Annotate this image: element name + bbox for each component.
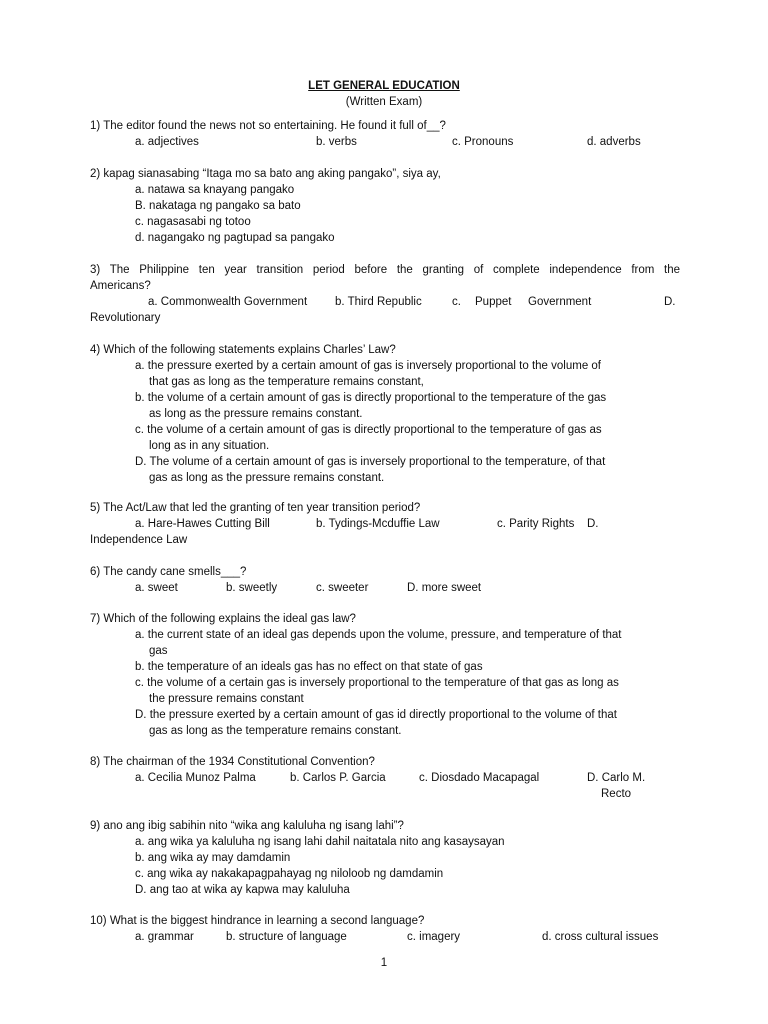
q7-option-a-cont: gas	[149, 645, 168, 657]
q4-option-a-cont: that gas as long as the temperature remains constant,	[149, 376, 424, 388]
q7-option-a: a. the current state of an ideal gas depends upon the volume, pressure, and temperature of that	[135, 629, 622, 641]
q2-option-b: B. nakataga ng pangako sa bato	[135, 200, 301, 212]
q5-option-d: D.	[587, 518, 599, 530]
q4-option-c: c. the volume of a certain amount of gas is directly proportional to the temperature of gas as	[135, 424, 602, 436]
q9-option-c: c. ang wika ay nakakapagpahayag ng niloloob ng damdamin	[135, 868, 444, 880]
question-10: 10) What is the biggest hindrance in learning a second language?	[90, 915, 425, 927]
q1-option-c: c. Pronouns	[452, 136, 514, 148]
q7-option-d-cont: gas as long as the temperature remains constant.	[149, 725, 402, 737]
question-4: 4) Which of the following statements explains Charles’ Law?	[90, 344, 396, 356]
q3-option-b: b. Third Republic	[335, 296, 422, 308]
q10-option-d: d. cross cultural issues	[542, 931, 659, 943]
q1-option-a: a. adjectives	[135, 136, 199, 148]
q4-option-a: a. the pressure exerted by a certain amount of gas is inversely proportional to the volume of	[135, 360, 602, 372]
q5-option-b: b. Tydings-Mcduffie Law	[316, 518, 440, 530]
q2-option-c: c. nagasasabi ng totoo	[135, 216, 251, 228]
q3-option-c-word2: Government	[528, 296, 592, 308]
q4-option-d-cont: gas as long as the pressure remains constant.	[149, 472, 385, 484]
q3-option-c: c.	[452, 296, 461, 308]
q8-option-b: b. Carlos P. Garcia	[290, 772, 386, 784]
question-3-cont: Americans?	[90, 280, 151, 292]
q4-options	[135, 358, 680, 486]
q8-option-c: c. Diosdado Macapagal	[419, 772, 540, 784]
q6-option-c: c. sweeter	[316, 582, 369, 594]
q6-option-d: D. more sweet	[407, 582, 482, 594]
question-5: 5) The Act/Law that led the granting of ten year transition period?	[90, 502, 421, 514]
q7-option-d: D. the pressure exerted by a certain amount of gas id directly proportional to the volume of that	[135, 709, 617, 721]
q9-option-a: a. ang wika ya kaluluha ng isang lahi dahil naitatala nito ang kasaysayan	[135, 836, 505, 848]
q7-option-b: b. the temperature of an ideals gas has no effect on that state of gas	[135, 661, 483, 673]
q3-option-c-word1: Puppet	[475, 296, 512, 308]
page-number: 1	[380, 957, 388, 969]
q4-option-c-cont: long as in any situation.	[149, 440, 270, 452]
q8-option-d: D. Carlo M.	[587, 772, 646, 784]
question-2: 2) kapag sianasabing “Itaga mo sa bato ang aking pangako”, siya ay,	[90, 168, 441, 180]
q4-option-d: D. The volume of a certain amount of gas is inversely proportional to the temperature, of that	[135, 456, 606, 468]
q3-option-d-text: Revolutionary	[90, 312, 161, 324]
question-3: 3) The Philippine ten year transition period before the granting of complete independence from the	[90, 264, 680, 276]
exam-title: LET GENERAL EDUCATION	[308, 80, 460, 92]
q4-option-b: b. the volume of a certain amount of gas is directly proportional to the temperature of the gas	[135, 392, 607, 404]
q8-option-d-cont: Recto	[601, 788, 632, 800]
q7-options	[135, 627, 680, 739]
q6-option-a: a. sweet	[135, 582, 178, 594]
q5-option-d-text: Independence Law	[90, 534, 188, 546]
q2-option-d: d. nagangako ng pagtupad sa pangako	[135, 232, 335, 244]
q10-option-c: c. imagery	[407, 931, 461, 943]
question-6: 6) The candy cane smells___?	[90, 566, 247, 578]
q6-option-b: b. sweetly	[226, 582, 278, 594]
q2-option-a: a. natawa sa knayang pangako	[135, 184, 295, 196]
q7-option-c-cont: the pressure remains constant	[149, 693, 304, 705]
q4-option-b-cont: as long as the pressure remains constant.	[149, 408, 363, 420]
q10-option-a: a. grammar	[135, 931, 194, 943]
question-7: 7) Which of the following explains the ideal gas law?	[90, 613, 356, 625]
q1-option-b: b. verbs	[316, 136, 357, 148]
question-1: 1) The editor found the news not so entertaining. He found it full of__?	[90, 120, 446, 132]
question-9: 9) ano ang ibig sabihin nito “wika ang kaluluha ng isang lahi”?	[90, 820, 404, 832]
q3-option-a: a. Commonwealth Government	[148, 296, 308, 308]
q8-option-a: a. Cecilia Munoz Palma	[135, 772, 256, 784]
q5-option-c: c. Parity Rights	[497, 518, 575, 530]
q9-option-d: D. ang tao at wika ay kapwa may kaluluha	[135, 884, 350, 896]
q10-option-b: b. structure of language	[226, 931, 347, 943]
q3-option-d: D.	[664, 296, 676, 308]
q9-option-b: b. ang wika ay may damdamin	[135, 852, 291, 864]
exam-subtitle: (Written Exam)	[345, 96, 423, 108]
question-8: 8) The chairman of the 1934 Constitutional Convention?	[90, 756, 375, 768]
q7-option-c: c. the volume of a certain gas is inversely proportional to the temperature of that gas as long as	[135, 677, 619, 689]
q5-option-a: a. Hare-Hawes Cutting Bill	[135, 518, 270, 530]
q1-option-d: d. adverbs	[587, 136, 641, 148]
